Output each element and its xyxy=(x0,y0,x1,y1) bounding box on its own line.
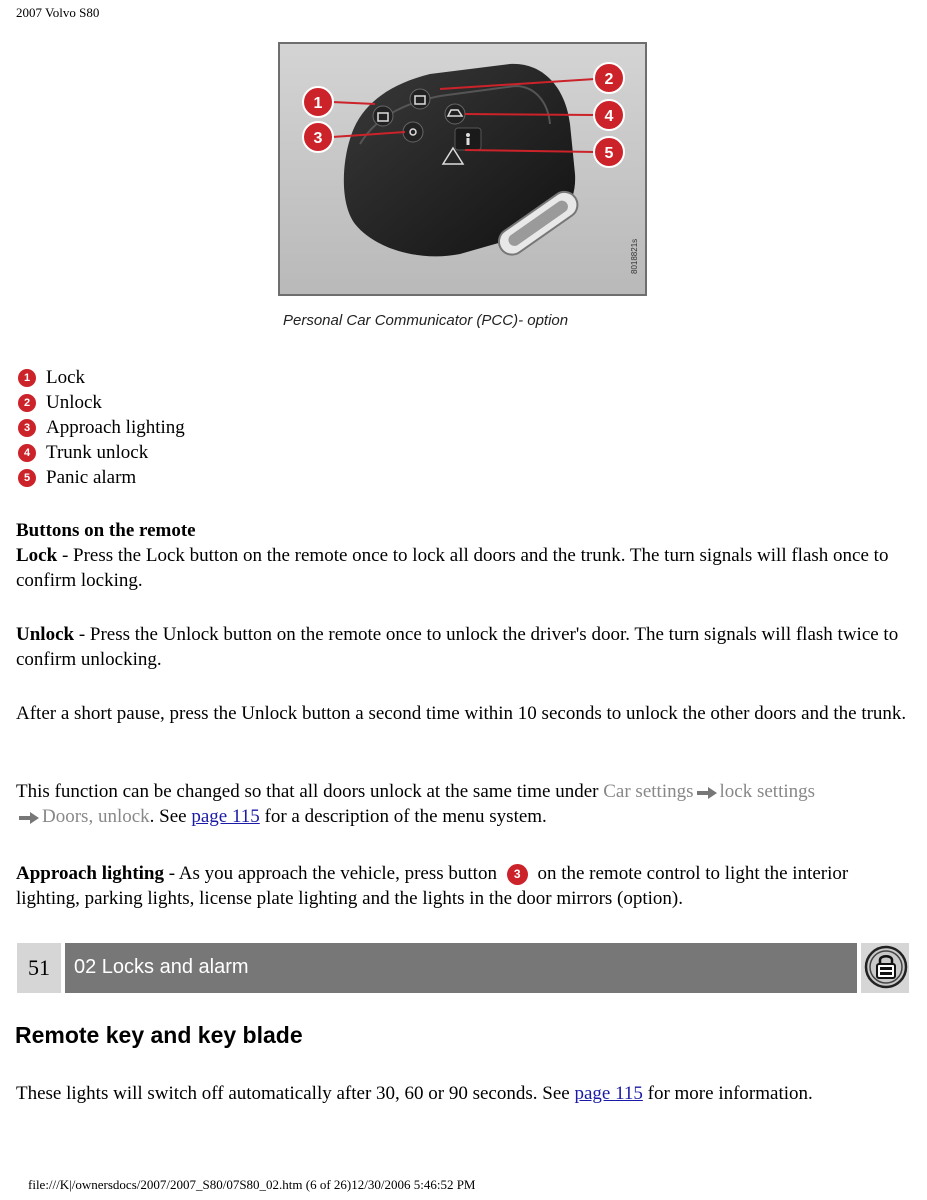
callout-5: 5 xyxy=(604,145,614,162)
menu-doors-unlock: Doors, unlock xyxy=(42,806,150,827)
pause-paragraph: After a short pause, press the Unlock button a second time within 10 seconds to unlock the other doors and the trunk. xyxy=(16,703,907,724)
lock-paragraph xyxy=(16,518,911,593)
function-see: . See xyxy=(149,806,192,827)
document-header: 2007 Volvo S80 xyxy=(16,5,100,20)
button-legend xyxy=(17,365,185,490)
menu-lock-settings: lock settings xyxy=(719,781,816,802)
arrow-right-icon xyxy=(696,786,718,800)
callout-3: 3 xyxy=(313,130,323,147)
lock-button-icon xyxy=(373,106,393,126)
page-115-link[interactable]: page 115 xyxy=(191,806,260,827)
lights-paragraph xyxy=(16,1081,911,1106)
section-heading: Buttons on the remote xyxy=(16,520,196,541)
approach-text-end: on the remote control to light the interior lighting, parking lights, license plate lighting and the lights in the door mirrors (option). xyxy=(16,863,849,909)
legend-item xyxy=(17,365,185,390)
remote-key-illustration xyxy=(280,44,645,294)
footer-path: file:///K|/ownersdocs/2007/2007_S80/07S80_02.htm (6 of 26)12/30/2006 5:46:52 PM xyxy=(28,1177,476,1192)
unlock-paragraph xyxy=(16,622,911,672)
legend-label: Trunk unlock xyxy=(46,441,149,463)
legend-item xyxy=(17,465,185,490)
number-2-icon: 2 xyxy=(18,394,36,412)
arrow-right-icon xyxy=(18,811,40,825)
image-code: 8018821s xyxy=(630,238,639,274)
number-3-icon: 3 xyxy=(18,419,36,437)
menu-car-settings: Car settings xyxy=(603,781,694,802)
unlock-term: Unlock xyxy=(16,624,75,645)
unlock-button-icon xyxy=(410,89,430,109)
function-intro: This function can be changed so that all doors unlock at the same time under xyxy=(16,781,604,802)
number-1-icon: 1 xyxy=(18,369,36,387)
legend-label: Lock xyxy=(46,366,86,388)
lock-term: Lock xyxy=(16,545,58,566)
approach-text: - As you approach the vehicle, press button xyxy=(164,863,502,884)
lights-text: These lights will switch off automatically after 30, 60 or 90 seconds. See xyxy=(16,1083,575,1104)
legend-item xyxy=(17,390,185,415)
chapter-title: 02 Locks and alarm xyxy=(74,956,249,978)
callout-1: 1 xyxy=(313,95,323,112)
callout-4: 4 xyxy=(604,108,614,125)
section-title: Remote key and key blade xyxy=(15,1022,303,1048)
function-outro: for a description of the menu system. xyxy=(259,806,547,827)
approach-light-button-icon xyxy=(403,122,423,142)
legend-item xyxy=(17,415,185,440)
legend-label: Unlock xyxy=(46,391,102,413)
chapter-icon-box xyxy=(857,943,909,993)
figure-caption: Personal Car Communicator (PCC)- option xyxy=(283,312,569,329)
approach-paragraph xyxy=(16,861,911,911)
unlock-description: - Press the Unlock button on the remote once to unlock the driver's door. The turn signals will flash twice to confirm unlocking. xyxy=(16,624,899,670)
page-number: 51 xyxy=(17,943,61,993)
lights-text-end: for more information. xyxy=(642,1083,813,1104)
function-paragraph xyxy=(16,779,911,829)
legend-label: Approach lighting xyxy=(46,416,185,438)
callout-2: 2 xyxy=(604,71,614,88)
number-3-icon: 3 xyxy=(507,864,528,885)
chapter-bar xyxy=(17,943,909,993)
number-5-icon: 5 xyxy=(18,469,36,487)
trunk-button-icon xyxy=(445,104,465,124)
legend-label: Panic alarm xyxy=(46,466,137,488)
remote-key-figure xyxy=(278,42,647,296)
page-115-link[interactable]: page 115 xyxy=(574,1083,643,1104)
number-4-icon: 4 xyxy=(18,444,36,462)
lock-icon xyxy=(864,945,908,989)
lock-description: - Press the Lock button on the remote once to lock all doors and the trunk. The turn signals will flash once to confirm locking. xyxy=(16,545,889,591)
legend-item xyxy=(17,440,185,465)
approach-term: Approach lighting xyxy=(16,863,164,884)
